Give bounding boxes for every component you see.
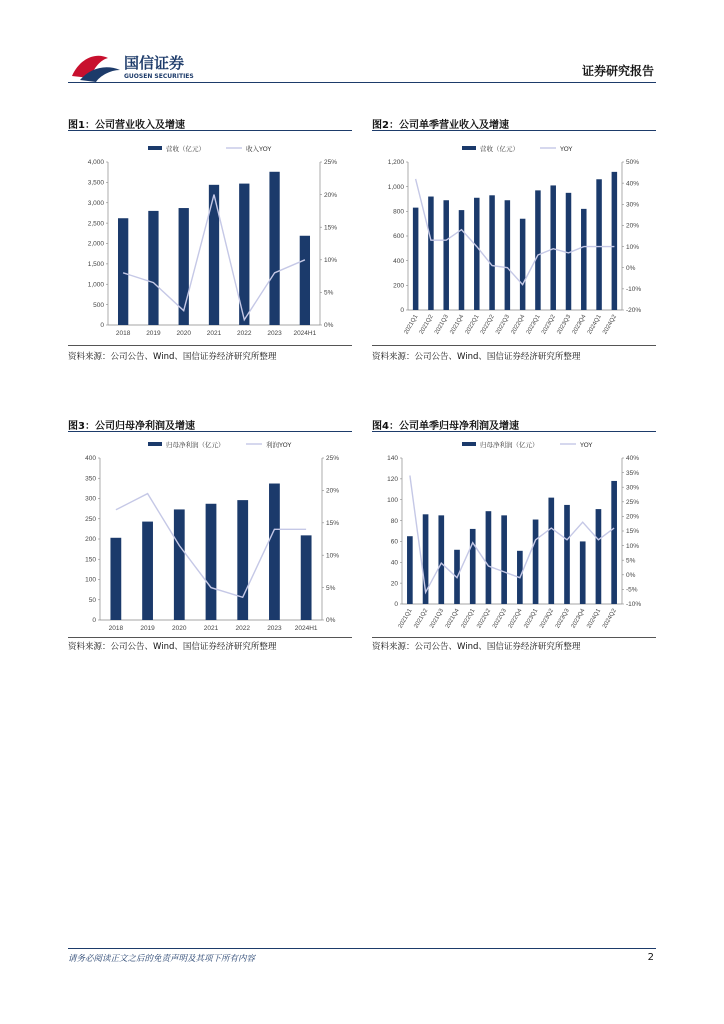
left-tick-label: 50 [88, 596, 96, 604]
right-tick-label: 10% [324, 257, 338, 264]
x-tick-label: 2019 [140, 625, 155, 632]
x-tick-label: 2022Q2 [476, 608, 493, 630]
right-tick-label: 5% [326, 584, 336, 592]
chart-3 [68, 436, 352, 636]
x-tick-label: 2024H1 [294, 625, 318, 632]
x-tick-label: 2024Q2 [602, 314, 619, 336]
chart-4-source-rule [372, 637, 656, 638]
x-tick-label: 2023 [267, 330, 282, 337]
chart-4-source: 资料来源：公司公告、Wind、国信证券经济研究所整理 [372, 642, 581, 652]
left-tick-label: 4,000 [87, 159, 104, 167]
x-tick-label: 2020 [176, 330, 191, 337]
legend-bar-swatch [148, 146, 162, 150]
chart-2-source: 资料来源：公司公告、Wind、国信证券经济研究所整理 [372, 352, 581, 362]
legend-line-label: YOY [560, 145, 573, 153]
x-tick-label: 2023Q1 [525, 314, 542, 336]
bar [237, 500, 248, 620]
left-tick-label: 300 [85, 495, 96, 503]
x-tick-label: 2022Q2 [479, 314, 496, 336]
chart-1-title: 图1：公司营业收入及增速 [68, 120, 185, 131]
x-tick-label: 2021Q4 [444, 608, 461, 630]
right-tick-label: 10% [326, 552, 340, 560]
right-tick-label: 40% [626, 180, 640, 188]
left-tick-label: 80 [390, 517, 398, 525]
x-tick-label: 2021Q3 [429, 608, 446, 630]
header-divider [68, 82, 656, 83]
x-tick-label: 2023Q4 [571, 314, 588, 336]
x-tick-label: 2021Q2 [413, 608, 430, 630]
right-tick-label: 15% [324, 224, 338, 232]
left-tick-label: 1,000 [387, 183, 404, 191]
left-tick-label: 500 [93, 301, 104, 309]
chart-1-source-rule [68, 345, 352, 346]
left-tick-label: 600 [393, 233, 404, 241]
chart-4-title: 图4：公司单季归母净利润及增速 [372, 421, 519, 432]
x-tick-label: 2024Q2 [601, 608, 618, 630]
left-tick-label: 400 [393, 257, 404, 265]
x-tick-label: 2018 [108, 625, 124, 632]
x-tick-label: 2023Q2 [539, 608, 556, 630]
bar [564, 505, 570, 604]
legend-bar-swatch [462, 442, 476, 446]
bar [301, 535, 312, 620]
right-tick-label: 15% [326, 520, 340, 527]
page-number: 2 [647, 952, 654, 963]
bar [148, 211, 158, 325]
chart-3-title: 图3：公司归母净利润及增速 [68, 421, 195, 432]
bar [174, 509, 185, 620]
chart-1-source: 资料来源：公司公告、Wind、国信证券经济研究所整理 [68, 352, 277, 362]
right-tick-label: 50% [626, 159, 640, 167]
chart-2-svg [372, 140, 656, 342]
x-tick-label: 2022 [237, 330, 252, 337]
footer-disclaimer: 请务必阅读正文之后的免责声明及其项下所有内容 [68, 954, 256, 964]
bar [581, 209, 587, 310]
x-tick-label: 2022Q4 [510, 314, 527, 336]
right-tick-label: 10% [626, 542, 640, 550]
chart-3-source-rule [68, 637, 352, 638]
legend-line-label: YOY [580, 441, 593, 449]
bar [443, 200, 449, 310]
x-tick-label: 2022Q1 [464, 314, 481, 336]
right-tick-label: 40% [626, 455, 640, 463]
right-tick-label: -20% [626, 307, 642, 315]
left-tick-label: 400 [85, 455, 96, 463]
bar [269, 172, 279, 325]
bar [269, 484, 280, 620]
x-tick-label: 2021Q3 [434, 314, 450, 336]
left-tick-label: 100 [387, 496, 398, 504]
bar [474, 198, 480, 310]
chart-2-title-rule [372, 130, 656, 131]
right-tick-label: 0% [626, 264, 636, 272]
x-tick-label: 2018 [115, 330, 131, 337]
x-tick-label: 2023Q1 [523, 608, 540, 630]
x-tick-label: 2021Q2 [418, 314, 435, 336]
left-tick-label: 0 [394, 601, 398, 609]
chart-4-title-rule [372, 431, 656, 432]
bar [438, 515, 444, 604]
chart-3-source: 资料来源：公司公告、Wind、国信证券经济研究所整理 [68, 642, 277, 652]
right-tick-label: -10% [626, 601, 642, 609]
legend-bar-label: 归母净利润（亿元） [480, 441, 539, 449]
bar [489, 195, 495, 310]
bar [520, 219, 526, 310]
bar [535, 190, 541, 310]
x-tick-label: 2024H1 [293, 330, 317, 337]
x-tick-label: 2022Q4 [507, 608, 524, 630]
bar [428, 197, 434, 310]
right-tick-label: -10% [626, 286, 642, 294]
left-tick-label: 1,000 [87, 281, 104, 289]
bar [612, 172, 618, 310]
left-tick-label: 1,200 [387, 159, 404, 167]
bar [580, 541, 586, 604]
right-tick-label: 20% [324, 191, 338, 199]
right-tick-label: 10% [626, 243, 640, 251]
chart-4-svg [372, 436, 656, 636]
legend-bar-swatch [148, 442, 162, 446]
left-tick-label: 2,000 [87, 240, 104, 248]
left-tick-label: 150 [85, 556, 96, 564]
right-tick-label: 25% [626, 499, 640, 506]
left-tick-label: 100 [85, 576, 96, 584]
right-tick-label: 20% [626, 222, 640, 230]
chart-1-title-rule [68, 130, 352, 131]
x-tick-label: 2019 [146, 330, 161, 337]
right-tick-label: 20% [326, 487, 340, 495]
bar [413, 208, 419, 310]
x-tick-label: 2021Q1 [403, 314, 420, 336]
bar [459, 210, 465, 310]
right-tick-label: 35% [626, 469, 640, 477]
bar [470, 529, 476, 604]
chart-3-title-rule [68, 431, 352, 432]
bar [505, 200, 511, 310]
legend-line-label: 收入YOY [246, 145, 272, 153]
left-tick-label: 140 [387, 455, 398, 463]
x-tick-label: 2021 [203, 625, 219, 632]
left-tick-label: 800 [393, 208, 404, 216]
right-tick-label: 20% [626, 513, 640, 521]
bar [596, 179, 602, 310]
x-tick-label: 2021Q4 [449, 314, 466, 336]
right-tick-label: 0% [626, 572, 636, 579]
bar [548, 498, 554, 604]
x-tick-label: 2023Q3 [556, 314, 573, 336]
x-tick-label: 2022 [235, 625, 250, 632]
left-tick-label: 0 [100, 322, 104, 330]
x-tick-label: 2021Q1 [397, 608, 414, 630]
left-tick-label: 200 [393, 282, 404, 290]
legend-bar-label: 营收（亿元） [166, 145, 205, 153]
right-tick-label: 0% [326, 617, 336, 625]
left-tick-label: 2,500 [87, 220, 104, 228]
right-tick-label: 30% [626, 201, 640, 209]
bar [611, 481, 617, 604]
right-tick-label: 25% [324, 159, 338, 167]
x-tick-label: 2023 [267, 625, 282, 632]
chart-4 [372, 436, 656, 636]
left-tick-label: 20 [390, 580, 398, 588]
x-tick-label: 2021 [206, 330, 222, 337]
logo-cn-text: 国信证券 [124, 54, 185, 72]
legend-line-label: 利润YOY [266, 441, 292, 449]
left-tick-label: 60 [390, 538, 398, 546]
bar [206, 504, 217, 620]
right-tick-label: 5% [626, 557, 636, 565]
x-tick-label: 2023Q4 [570, 608, 587, 630]
chart-1-svg [68, 140, 352, 342]
footer-divider [68, 948, 656, 949]
chart-2-source-rule [372, 345, 656, 346]
right-tick-label: 30% [626, 484, 640, 492]
x-tick-label: 2023Q3 [554, 608, 571, 630]
bar [118, 218, 128, 325]
bar [142, 522, 153, 620]
left-tick-label: 350 [85, 475, 96, 483]
left-tick-label: 40 [390, 559, 398, 567]
bar [486, 511, 492, 604]
x-tick-label: 2024Q1 [586, 608, 603, 630]
left-tick-label: 250 [85, 515, 96, 523]
x-tick-label: 2020 [172, 625, 187, 632]
bar [407, 536, 413, 604]
x-tick-label: 2022Q1 [460, 608, 477, 630]
chart-2 [372, 140, 656, 342]
x-tick-label: 2022Q3 [491, 608, 508, 630]
chart-2-title: 图2：公司单季营业收入及增速 [372, 120, 509, 131]
report-type-label: 证券研究报告 [581, 64, 654, 78]
bar [533, 520, 539, 604]
bar [300, 236, 310, 325]
legend-bar-label: 营收（亿元） [480, 145, 519, 153]
left-tick-label: 200 [85, 536, 96, 544]
left-tick-label: 120 [387, 476, 398, 484]
left-tick-label: 3,000 [87, 199, 104, 207]
right-tick-label: 25% [326, 455, 340, 463]
x-tick-label: 2022Q3 [495, 314, 512, 336]
right-tick-label: 15% [626, 528, 640, 536]
chart-1 [68, 140, 352, 342]
bar [110, 538, 121, 620]
bar [550, 185, 556, 310]
right-tick-label: 0% [324, 322, 334, 330]
left-tick-label: 3,500 [87, 179, 104, 187]
bar [596, 509, 602, 604]
left-tick-label: 0 [400, 307, 404, 315]
company-logo [70, 50, 210, 84]
left-tick-label: 0 [92, 617, 96, 625]
right-tick-label: 5% [324, 289, 334, 297]
x-tick-label: 2023Q2 [541, 314, 557, 336]
legend-bar-label: 归母净利润（亿元） [166, 441, 225, 449]
right-tick-label: -5% [626, 586, 638, 594]
left-tick-label: 1,500 [87, 261, 104, 269]
bar [501, 515, 507, 604]
logo-en-text: GUOSEN SECURITIES [124, 73, 194, 80]
legend-bar-swatch [462, 146, 476, 150]
chart-3-svg [68, 436, 352, 636]
x-tick-label: 2024Q1 [586, 314, 603, 336]
